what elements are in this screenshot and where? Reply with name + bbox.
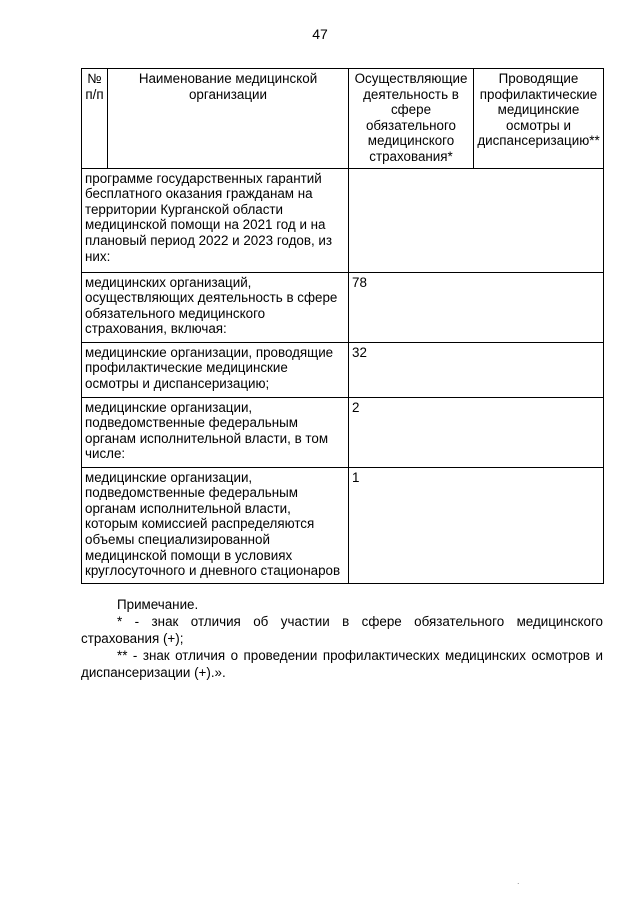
row-name: медицинские организации, подведомственные федеральным органам исполнительной власти, в том числе: [85,399,329,462]
header-preventive-exams-label: Проводящие профилактические медицинские осмотры и диспансеризацию** [477,71,600,149]
table-row [82,168,604,272]
row-value-cell [349,272,604,342]
page-number: 47 [312,26,328,42]
row-name-cell [82,397,349,467]
row-name-cell [82,342,349,397]
header-oms-activity [349,69,474,169]
notes-title: Примечание. [117,597,199,612]
row-value: 1 [352,469,360,485]
organizations-table [81,68,604,584]
row-value-cell [349,397,604,467]
row-name-cell [82,168,349,272]
note-preventive-mark: ** - знак отличия о проведении профилактических медицинских осмотров и диспансеризации (+).». [81,648,603,680]
table-header-row [82,69,604,169]
row-name: медицинские организации, подведомственные федеральным органам исполнительной власти, которым комиссией распределяются объемы специализированной медицинской помощи в условиях круглосуточного и дневного стационаров [85,469,341,579]
header-number-label: № п/п [85,71,104,102]
header-organization-name [108,69,349,169]
table-row [82,397,604,467]
table-row [82,467,604,583]
notes-section [81,596,603,681]
header-oms-activity-label: Осуществляющие деятельность в сфере обязательного медицинского страхования* [354,71,468,164]
row-value: 32 [352,344,367,360]
row-value-cell [349,168,604,272]
row-name: медицинские организации, проводящие профилактические медицинские осмотры и диспансеризацию; [85,344,334,391]
row-value-cell [349,342,604,397]
row-name-cell [82,272,349,342]
row-name-cell [82,467,349,583]
row-value-cell [349,467,604,583]
table-row [82,342,604,397]
note-oms-mark: * - знак отличия об участии в сфере обязательного медицинского страхования (+); [81,614,603,646]
scan-mark: . [517,876,520,886]
header-preventive-exams [474,69,604,169]
row-value: 78 [352,274,367,290]
row-name: программе государственных гарантий бесплатного оказания гражданам на территории Курганской области медицинской помощи на 2021 год и на плановый период 2022 и 2023 годов, из них: [85,170,333,264]
row-value: 2 [352,399,360,415]
header-number [82,69,108,169]
header-organization-name-label: Наименование медицинской организации [138,71,318,102]
row-name: медицинских организаций, осуществляющих деятельность в сфере обязательного медицинского страхования, включая: [85,274,338,337]
table-row [82,272,604,342]
